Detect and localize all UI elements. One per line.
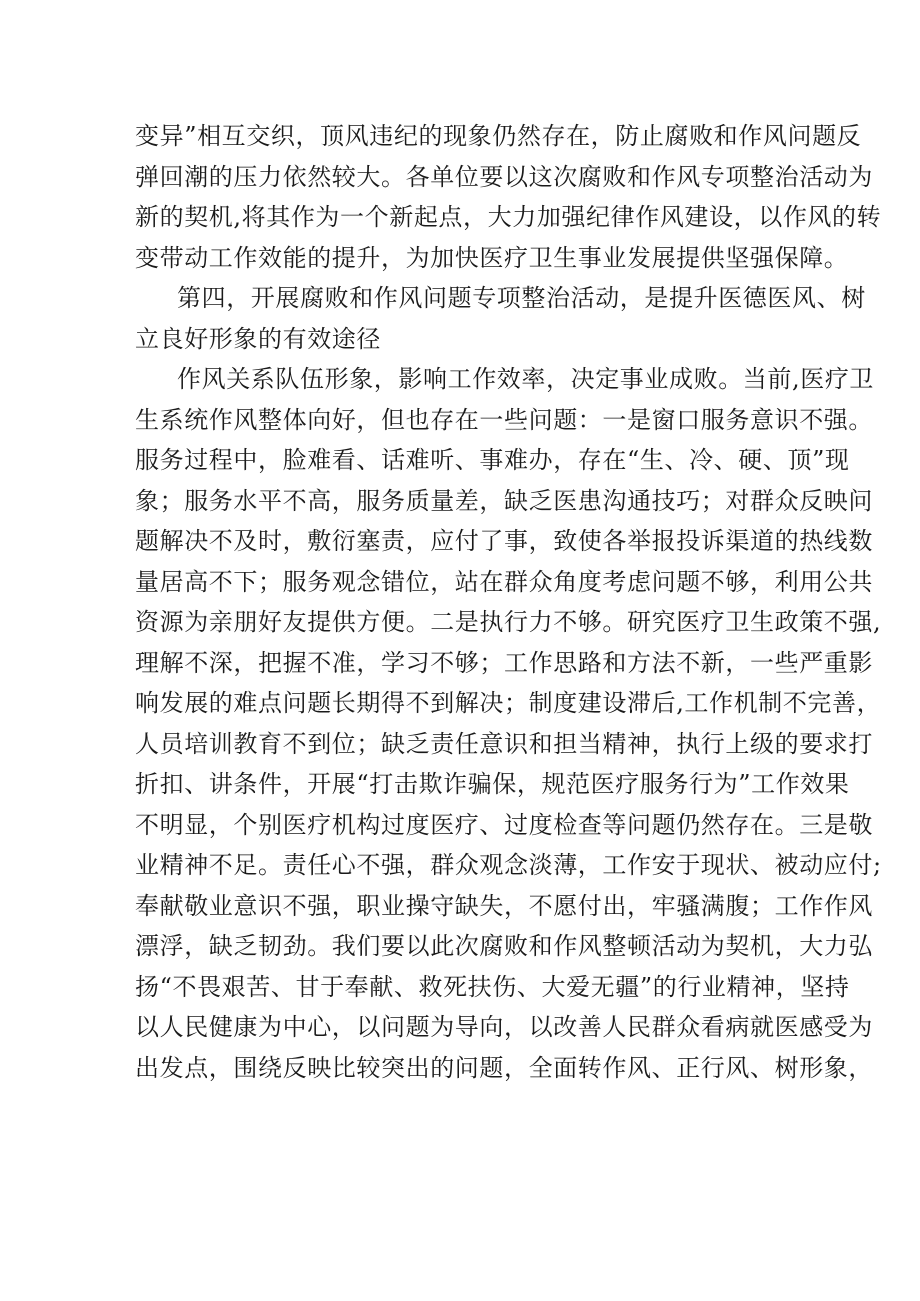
text-line: 以人民健康为中心，以问题为导向，以改善人民群众看病就医感受为: [135, 1013, 873, 1041]
text-line: 象；服务水平不高，服务质量差，缺乏医患沟通技巧；对群众反映问: [135, 486, 873, 515]
section-heading-line: 第四，开展腐败和作风问题专项整治活动，是提升医德医风、树: [177, 284, 866, 312]
text-line: 不明显，个别医疗机构过度医疗、过度检查等问题仍然存在。三是敬: [135, 810, 873, 839]
text-line: 理解不深，把握不准，学习不够；工作思路和方法不新，一些严重影: [135, 648, 873, 677]
text-line: 变带动工作效能的提升，为加快医疗卫生事业发展提供坚强保障。: [135, 243, 849, 272]
text-line: 出发点，围绕反映比较突出的问题，全面转作风、正行风、树形象，: [135, 1053, 873, 1082]
text-line: 新的契机,将其作为一个新起点，大力加强纪律作风建设，以作风的转: [135, 203, 882, 231]
text-line: 人员培训教育不到位；缺乏责任意识和担当精神，执行上级的要求打: [135, 729, 873, 758]
text-line: 变异”相互交织，顶风违纪的现象仍然存在，防止腐败和作风问题反: [135, 122, 862, 150]
text-line: 作风关系队伍形象，影响工作效率，决定事业成败。当前,医疗卫: [177, 365, 875, 393]
text-line: 奉献敬业意识不强，职业操守缺失，不愿付出，牢骚满腹；工作作风: [135, 891, 873, 920]
text-line: 折扣、讲条件，开展“打击欺诈骗保，规范医疗服务行为”工作效果: [135, 770, 850, 798]
text-line: 资源为亲朋好友提供方便。二是执行力不够。研究医疗卫生政策不强,: [135, 608, 882, 636]
text-line: 量居高不下；服务观念错位，站在群众角度考虑问题不够，利用公共: [135, 567, 873, 596]
text-line: 题解决不及时，敷衍塞责，应付了事，致使各举报投诉渠道的热线数: [135, 527, 873, 555]
text-line: 服务过程中，脸难看、话难听、事难办，存在“生、冷、硬、顶”现: [135, 446, 850, 474]
text-line: 扬“不畏艰苦、甘于奉献、救死扶伤、大爱无疆”的行业精神，坚持: [135, 972, 850, 1001]
text-line: 漂浮，缺乏韧劲。我们要以此次腐败和作风整顿活动为契机，大力弘: [135, 932, 873, 960]
text-line: 生系统作风整体向好，但也存在一些问题：一是窗口服务意识不强。: [135, 405, 873, 434]
document-body: [135, 116, 882, 1088]
text-line: 业精神不足。责任心不强，群众观念淡薄，工作安于现状、被动应付;: [135, 851, 882, 879]
text-line: 响发展的难点问题长期得不到解决；制度建设滞后,工作机制不完善，: [135, 689, 882, 717]
text-line: 弹回潮的压力依然较大。各单位要以这次腐败和作风专项整治活动为: [135, 162, 873, 191]
section-heading-line: 立良好形象的有效途径: [135, 324, 381, 353]
